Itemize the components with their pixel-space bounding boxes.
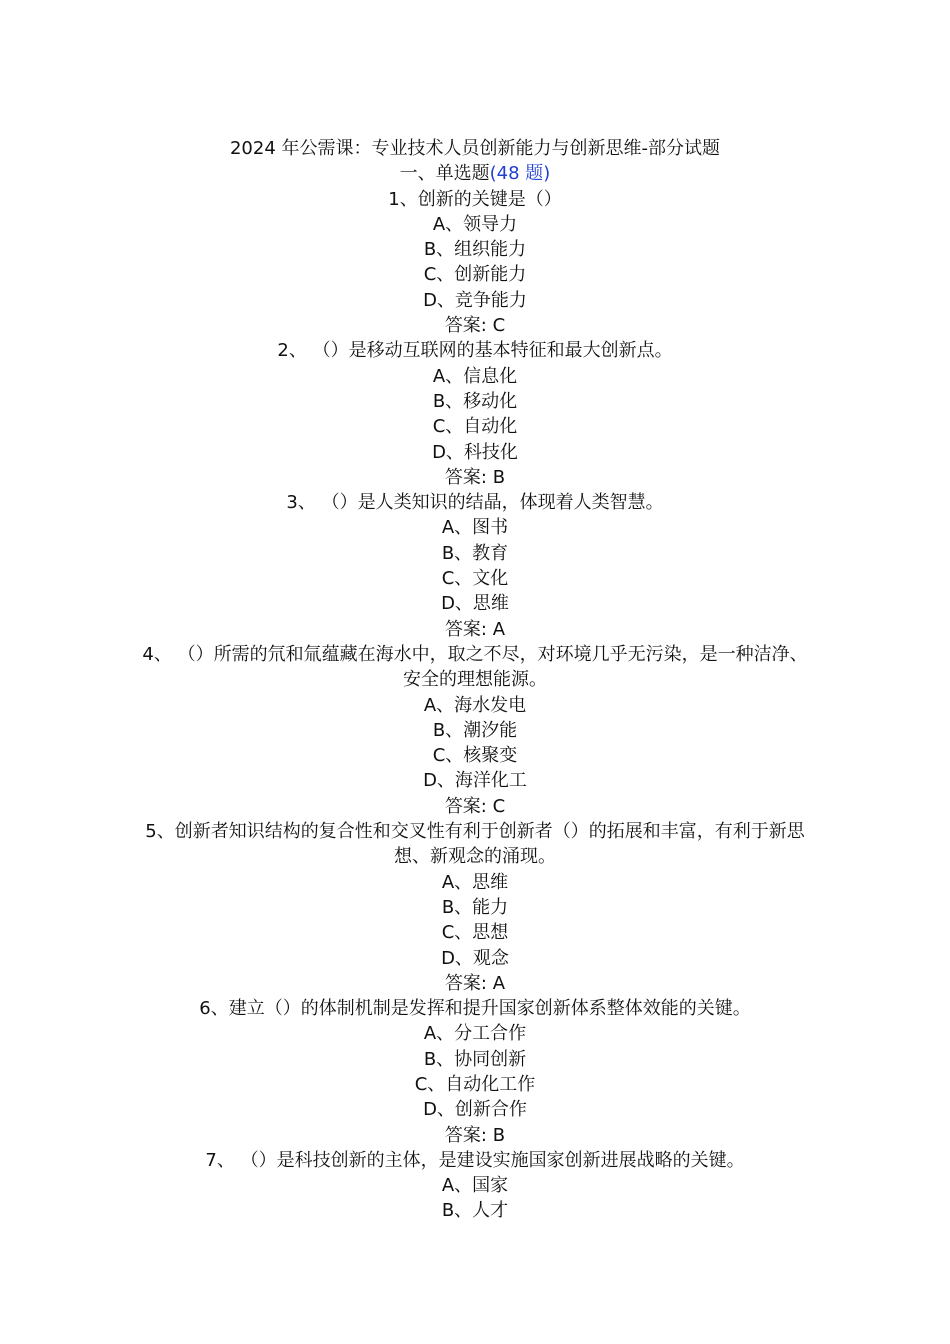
question-stem: 6、建立（）的体制机制是发挥和提升国家创新体系整体效能的关键。 bbox=[199, 998, 751, 1020]
option-c: C、创新能力 bbox=[423, 264, 527, 286]
option-b: B、人才 bbox=[441, 1200, 509, 1222]
option-d: D、创新合作 bbox=[423, 1099, 527, 1121]
option-d: D、竞争能力 bbox=[423, 289, 527, 311]
option-b: B、组织能力 bbox=[423, 239, 527, 261]
option-c: C、自动化 bbox=[432, 416, 518, 438]
answer: 答案: A bbox=[444, 972, 506, 994]
question-stem: 3、 （）是人类知识的结晶，体现着人类智慧。 bbox=[286, 492, 664, 514]
option-d: D、观念 bbox=[441, 947, 509, 969]
section-heading bbox=[115, 161, 835, 186]
option-a: A、国家 bbox=[441, 1175, 509, 1197]
option-a: A、海水发电 bbox=[423, 694, 527, 716]
question-stem-line-2: 想、新观念的涌现。 bbox=[394, 846, 556, 868]
question-1 bbox=[115, 187, 835, 339]
question-5 bbox=[115, 819, 835, 996]
option-b: B、移动化 bbox=[432, 390, 518, 412]
question-stem: 2、 （）是移动互联网的基本特征和最大创新点。 bbox=[277, 340, 673, 362]
option-a: A、领导力 bbox=[432, 213, 518, 235]
option-d: D、海洋化工 bbox=[423, 770, 527, 792]
question-7 bbox=[115, 1148, 835, 1224]
option-c: C、自动化工作 bbox=[414, 1073, 536, 1095]
option-d: D、思维 bbox=[441, 593, 509, 615]
section-label: 一、单选题 bbox=[399, 163, 490, 185]
answer: 答案: B bbox=[444, 466, 506, 488]
question-stem: 1、创新的关键是（） bbox=[388, 188, 562, 210]
question-6 bbox=[115, 996, 835, 1148]
option-b: B、潮汐能 bbox=[432, 719, 518, 741]
question-stem-line-1: 5、创新者知识结构的复合性和交叉性有利于创新者（）的拓展和丰富，有利于新思 bbox=[145, 821, 805, 843]
question-stem-line-1: 4、 （）所需的氘和氚蕴藏在海水中，取之不尽，对环境几乎无污染，是一种洁净、 bbox=[142, 643, 808, 665]
option-a: A、信息化 bbox=[432, 365, 518, 387]
question-stem-line-2: 安全的理想能源。 bbox=[403, 669, 547, 691]
option-c: C、思想 bbox=[441, 922, 509, 944]
answer: 答案: C bbox=[444, 795, 506, 817]
option-b: B、教育 bbox=[441, 542, 509, 564]
option-b: B、能力 bbox=[441, 896, 509, 918]
option-b: B、协同创新 bbox=[423, 1048, 527, 1070]
document-title: 2024 年公需课：专业技术人员创新能力与创新思维-部分试题 bbox=[229, 138, 721, 159]
option-a: A、分工合作 bbox=[423, 1023, 527, 1045]
question-stem: 7、 （）是科技创新的主体，是建设实施国家创新进展战略的关键。 bbox=[205, 1149, 745, 1171]
question-3 bbox=[115, 490, 835, 642]
document-body bbox=[115, 136, 835, 1224]
answer: 答案: A bbox=[444, 618, 506, 640]
option-a: A、图书 bbox=[441, 517, 509, 539]
option-c: C、核聚变 bbox=[432, 745, 518, 767]
question-4 bbox=[115, 642, 835, 819]
option-a: A、思维 bbox=[441, 871, 509, 893]
option-c: C、文化 bbox=[441, 568, 509, 590]
option-d: D、科技化 bbox=[432, 441, 518, 463]
section-count: (48 题) bbox=[489, 163, 551, 185]
answer: 答案: C bbox=[444, 315, 506, 337]
question-2 bbox=[115, 338, 835, 490]
answer: 答案: B bbox=[444, 1124, 506, 1146]
